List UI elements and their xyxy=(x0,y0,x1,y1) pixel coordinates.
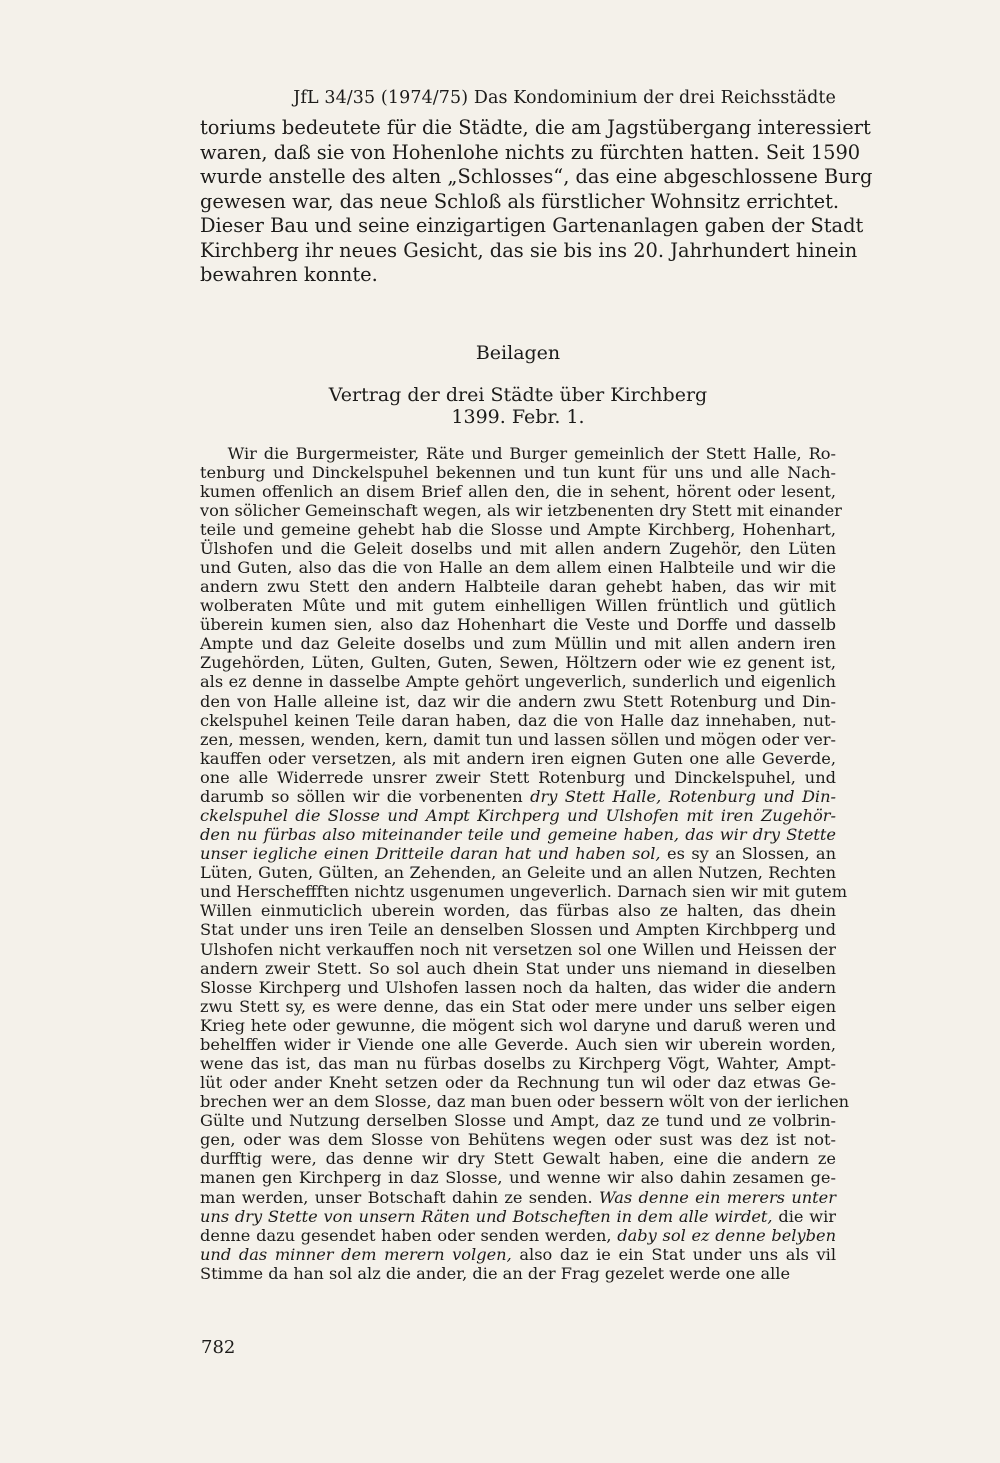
body-line xyxy=(200,1130,836,1149)
text-segment: überein kumen sien, also daz Hohenhart die Veste und Dorffe und dasselb xyxy=(200,615,836,635)
body-line xyxy=(200,653,836,672)
text-segment: und Guten, also das die von Halle an dem allem einen Halbteile und wir die xyxy=(200,557,836,577)
body-line xyxy=(200,1016,836,1035)
text-segment: brechen wer an dem Slosse, daz man buen oder bessern wölt von der ierlichen xyxy=(200,1092,850,1112)
text-segment: andern zwu Stett den andern Halbteile daran gehebt haben, das wir mit xyxy=(200,577,836,597)
body-line xyxy=(200,1073,836,1092)
body-line xyxy=(200,1226,836,1245)
document-date: 1399. Febr. 1. xyxy=(451,405,585,428)
text-segment: lüt oder ander Kneht setzen oder da Rechnung tun wil oder daz etwas Ge- xyxy=(200,1073,836,1093)
text-segment: Stimme da han sol alz die ander, die an der Frag gezelet werde one alle xyxy=(200,1263,791,1283)
text-segment: also daz ie ein Stat under uns als vil xyxy=(511,1244,836,1264)
text-segment: ckelspuhel keinen Teile daran haben, daz die von Halle daz innehaben, nut- xyxy=(200,710,836,730)
intro-line: bewahren konnte. xyxy=(200,263,378,286)
body-line xyxy=(200,444,836,463)
italic-segment: daby sol ez denne belyben xyxy=(617,1225,836,1245)
text-segment: Lüten, Guten, Gülten, an Zehenden, an Geleite und an allen Nutzen, Rechten xyxy=(200,863,836,883)
body-line xyxy=(200,768,836,787)
text-segment: gen, oder was dem Slosse von Behütens wegen oder sust was dez ist not- xyxy=(200,1130,836,1150)
body-line xyxy=(200,711,836,730)
body-line xyxy=(200,787,836,806)
text-segment: zwu Stett sy, es were denne, das ein Stat oder mere under uns selber eigen xyxy=(200,996,836,1016)
text-segment: Willen einmuticlich uberein worden, das fürbas also ze halten, das dhein xyxy=(200,901,836,921)
text-segment: teile und gemeine gehebt hab die Slosse und Ampte Kirchberg, Hohenhart, xyxy=(200,519,836,539)
body-line xyxy=(200,672,836,691)
text-segment: darumb so söllen wir die vorbenenten xyxy=(200,786,531,806)
section-title: Beilagen xyxy=(475,341,561,364)
body-line xyxy=(200,577,836,596)
text-segment: zen, messen, wenden, kern, damit tun und lassen söllen und mögen oder ver- xyxy=(200,729,836,749)
text-segment: es sy an Slossen, an xyxy=(660,844,837,864)
body-line xyxy=(200,1207,836,1226)
body-line xyxy=(200,1111,836,1130)
intro-paragraph xyxy=(200,116,873,288)
body-line xyxy=(200,1149,836,1168)
document-title xyxy=(200,384,836,428)
text-segment: und Herscheffften nichtz usgenumen ungeverlich. Darnach sien wir mit gutem xyxy=(200,882,848,902)
page-number: 782 xyxy=(201,1337,236,1358)
body-line xyxy=(200,1054,836,1073)
italic-segment: uns dry Stette von unsern Räten und Botscheften in dem alle wirdet, xyxy=(200,1206,773,1226)
body-line xyxy=(200,844,836,863)
body-line xyxy=(200,615,836,634)
treaty-text xyxy=(200,443,850,1283)
body-line xyxy=(200,692,836,711)
intro-line: wurde anstelle des alten „Schlosses“, das eine abgeschlossene Burg xyxy=(200,165,873,188)
text-segment: andern zweir Stett. So sol auch dhein Stat under uns niemand in dieselben xyxy=(200,958,836,978)
body-line xyxy=(200,500,842,520)
body-line xyxy=(200,749,836,768)
body-line xyxy=(200,863,836,882)
text-segment: one alle Widerrede unsrer zweir Stett Rotenburg und Dinckelspuhel, und xyxy=(200,767,836,787)
body-line xyxy=(200,482,836,501)
italic-segment: dry Stett Halle, Rotenburg und Din- xyxy=(530,786,836,806)
body-line xyxy=(200,882,848,902)
body-line xyxy=(200,1188,836,1207)
body-line xyxy=(200,463,836,482)
body-line xyxy=(200,978,836,997)
body-line xyxy=(200,1168,836,1187)
document-title-line: Vertrag der drei Städte über Kirchberg xyxy=(328,383,708,406)
text-segment: Zugehörden, Lüten, Gulten, Guten, Sewen, Höltzern oder wie ez genent ist, xyxy=(200,653,836,673)
italic-segment: ckelspuhel die Slosse und Ampt Kirchperg und Ulshofen mit iren Zugehör- xyxy=(200,805,836,825)
text-segment: behelffen wider ir Viende one alle Geverde. Auch sien wir uberein worden, xyxy=(200,1034,836,1054)
text-segment: manen gen Kirchperg in daz Slosse, und wenne wir also dahin zesamen ge- xyxy=(200,1168,836,1188)
italic-segment: den nu fürbas also miteinander teile und gemeine haben, das wir dry Stette xyxy=(200,825,836,845)
text-segment: den von Halle alleine ist, daz wir die andern zwu Stett Rotenburg und Din- xyxy=(200,691,836,711)
text-segment: Krieg hete oder gewunne, die mögent sich wol daryne und daruß weren und xyxy=(200,1015,836,1035)
body-line xyxy=(200,520,836,539)
text-segment: Ülshofen und die Geleit doselbs und mit allen andern Zugehör, den Lüten xyxy=(200,538,836,558)
body-line xyxy=(200,539,836,558)
text-segment: wene das ist, das man nu fürbas doselbs zu Kirchperg Vögt, Wahter, Ampt- xyxy=(200,1054,836,1073)
text-segment: von sölicher Gemeinschaft wegen, als wir ietzbenenten dry Stett mit einander xyxy=(200,500,842,520)
text-segment: Ulshofen nicht verkauffen noch nit versetzen sol one Willen und Heissen der xyxy=(200,939,836,959)
body-line xyxy=(200,920,836,939)
text-segment: denne dazu gesendet haben oder senden werden, xyxy=(200,1225,618,1245)
text-segment: kauffen oder versetzen, als mit andern iren eignen Guten one alle Geverde, xyxy=(200,748,836,768)
text-segment: Slosse Kirchperg und Ulshofen lassen noch da halten, das wider die andern xyxy=(200,977,836,997)
body-line xyxy=(200,1245,836,1264)
body-line xyxy=(200,959,836,978)
text-segment: durfftig were, das denne wir dry Stett Gewalt haben, eine die andern ze xyxy=(200,1149,836,1169)
text-segment: tenburg und Dinckelspuhel bekennen und tun kunt für uns und alle Nach- xyxy=(200,462,836,482)
italic-segment: unser iegliche einen Dritteile daran hat und haben sol, xyxy=(200,844,661,864)
text-segment: Gülte und Nutzung derselben Slosse und Ampt, daz ze tund und ze volbrin- xyxy=(200,1111,836,1131)
body-line xyxy=(200,1035,836,1054)
italic-segment: Was denne ein merers unter xyxy=(598,1187,836,1207)
intro-line: waren, daß sie von Hohenlohe nichts zu fürchten hatten. Seit 1590 xyxy=(200,140,861,164)
text-segment: Wir die Burgermeister, Räte und Burger gemeinlich der Stett Halle, Ro- xyxy=(200,443,836,463)
text-segment: kumen offenlich an disem Brief allen den, die in sehent, hörent oder lesent, xyxy=(200,481,836,501)
italic-segment: und das minner dem merern volgen, xyxy=(200,1244,512,1264)
body-line xyxy=(200,634,836,653)
body-line xyxy=(200,558,836,577)
intro-line: Dieser Bau und seine einzigartigen Gartenanlagen gaben der Stadt xyxy=(200,214,864,237)
text-segment: die wir xyxy=(772,1206,836,1226)
intro-line: Kirchberg ihr neues Gesicht, das sie bis ins 20. Jahrhundert hinein xyxy=(200,238,858,262)
body-line xyxy=(200,901,836,920)
body-line xyxy=(200,825,836,844)
body-line xyxy=(200,730,836,749)
page xyxy=(200,88,873,1283)
body-line xyxy=(200,997,836,1016)
intro-line: gewesen war, das neue Schloß als fürstlicher Wohnsitz errichtet. xyxy=(200,189,840,213)
body-line xyxy=(200,806,836,825)
body-line xyxy=(200,596,836,615)
body-line xyxy=(200,1264,836,1283)
text-segment: man werden, unser Botschaft dahin ze senden. xyxy=(200,1187,599,1207)
text-segment: als ez denne in dasselbe Ampte gehört ungeverlich, sunderlich und eigenlich xyxy=(200,672,836,692)
body-line xyxy=(200,940,836,959)
body-line xyxy=(200,1092,850,1112)
text-segment: wolberaten Mûte und mit gutem einhelligen Willen früntlich und gütlich xyxy=(200,596,836,616)
text-segment: Ampte und daz Geleite doselbs und zum Müllin und mit allen andern iren xyxy=(200,634,836,654)
intro-line: toriums bedeutete für die Städte, die am Jagstübergang interessiert xyxy=(200,116,871,139)
text-segment: Stat under uns iren Teile an denselben Slossen und Ampten Kirchbperg und xyxy=(200,920,836,940)
running-header: JfL 34/35 (1974/75) Das Kondominium der drei Reichsstädte xyxy=(293,88,836,108)
